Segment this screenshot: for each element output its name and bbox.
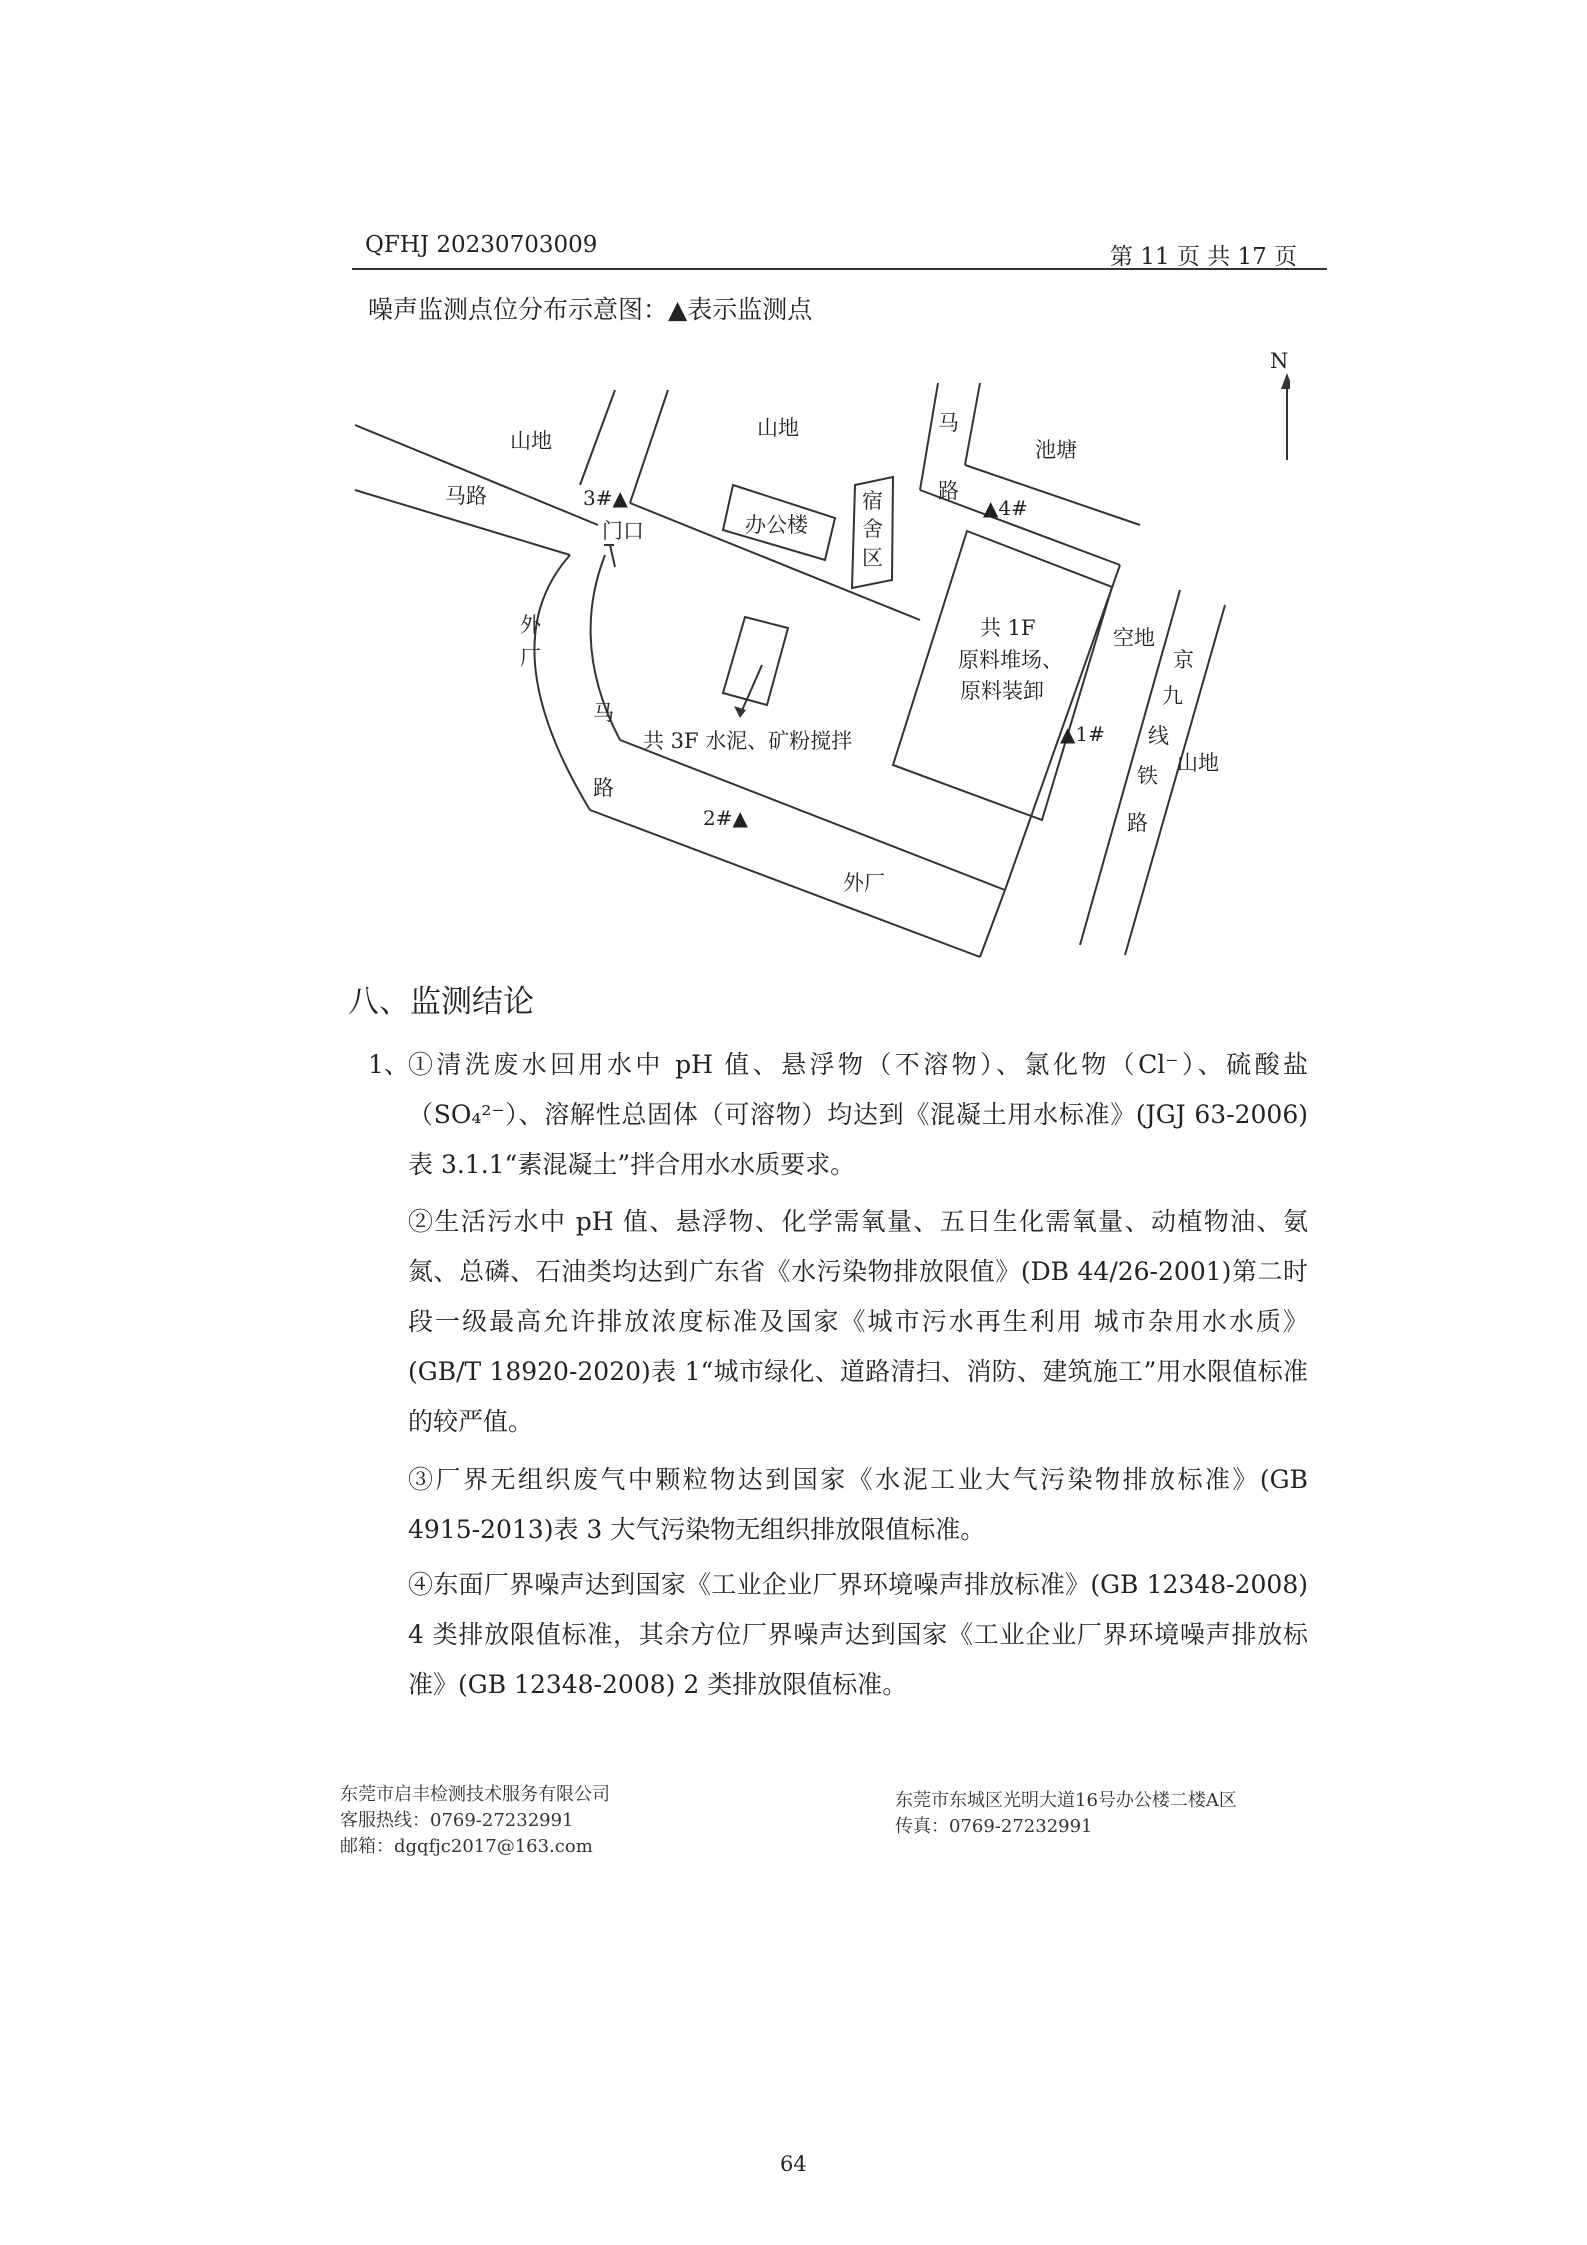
label-building-1: 共 1F [980,616,1036,640]
label-jing: 京 [1173,648,1194,672]
footer-email: 邮箱：dgqfjc2017@163.com [340,1836,593,1857]
road-edge-n-left [580,390,615,485]
plant-boundary-south [620,740,1005,890]
mixing-arrow [740,665,762,715]
footer-left [340,1782,610,1860]
road-edge-nw-upper [355,425,598,525]
footer-address: 东莞市东城区光明大道16号办公楼二楼A区 [895,1790,1237,1811]
noise-monitoring-map [340,345,1290,965]
label-gate: 门口 [602,519,644,543]
label-chitang: 池塘 [1035,438,1077,462]
footer-fax: 传真：0769-27232991 [895,1816,1093,1837]
label-lu-w: 路 [593,776,614,800]
label-waichang-s: 外厂 [843,871,885,895]
north-label: N [1270,349,1289,373]
conclusion-paragraph-2: ②生活污水中 pH 值、悬浮物、化学需氧量、五日生化需氧量、动植物油、氨氮、总磷、石油类均达到广东省《水污染物排放限值》(DB 44/26-2001)第二时段一级最高允许排放浓度标准及国家《城市污水再生利用 城市杂用水水质》(GB/T 18920-2020)表 1“城市绿化、道路清扫、消防、建筑施工”用水限值标准的较严值。 [408,1207,1308,1436]
footer-hotline: 客服热线：0769-27232991 [340,1810,574,1831]
monitor-point-3: 3#▲ [583,486,628,510]
monitor-point-2: 2#▲ [703,806,748,830]
page-info: 第 11 页 共 17 页 [1110,244,1298,270]
figure-caption: 噪声监测点位分布示意图：▲表示监测点 [368,295,813,324]
label-shandi-n: 山地 [757,416,799,440]
label-jiu: 九 [1162,684,1183,708]
monitor-point-1: ▲1# [1060,722,1105,746]
label-mixing: 共 3F 水泥、矿粉搅拌 [643,729,853,753]
road-edge-south [590,810,980,957]
section-title: 八、监测结论 [348,984,534,1020]
label-ma-w: 马 [593,701,614,725]
label-malu-w: 马路 [445,484,487,508]
item-number: 1、 [368,1050,409,1079]
report-number: QFHJ 20230703009 [365,232,598,258]
label-shandi-e: 山地 [1177,751,1219,775]
conclusion-paragraph-3: ③厂界无组织废气中颗粒物达到国家《水泥工业大气污染物排放标准》(GB 4915-2013)表 3 大气污染物无组织排放限值标准。 [408,1465,1308,1544]
label-dorm-3: 区 [862,546,883,570]
label-lu-n: 路 [938,479,959,503]
label-kongdi: 空地 [1113,626,1155,650]
label-shandi-nw: 山地 [510,429,552,453]
label-dorm-1: 宿 [862,489,883,513]
road-edge-curve-outer [534,555,590,810]
label-office: 办公楼 [745,513,808,537]
footer-right [895,1788,1237,1840]
header-rule [352,268,1327,270]
label-lu-r: 路 [1127,811,1148,835]
label-tie: 铁 [1137,764,1158,788]
road-edge-n-right [630,390,668,503]
label-xian: 线 [1148,724,1169,748]
road-edge-ne-right [965,383,980,465]
footer-company: 东莞市启丰检测技术服务有限公司 [340,1784,610,1805]
page-number: 64 [780,2152,807,2176]
label-wai: 外 [520,613,541,637]
label-chang: 厂 [520,646,541,670]
conclusion-paragraph-1: ①清洗废水回用水中 pH 值、悬浮物（不溶物）、氯化物（Cl⁻）、硫酸盐（SO₄²⁻）、溶解性总固体（可溶物）均达到《混凝土用水标准》(JGJ 63-2006)表 3.1.1“素混凝土”拌合用水水质要求。 [408,1050,1308,1179]
raw-material-yard-outline [893,531,1112,820]
monitor-point-4: ▲4# [983,496,1028,520]
label-building-3: 原料装卸 [960,679,1044,703]
conclusion-paragraph-4: ④东面厂界噪声达到国家《工业企业厂界环境噪声排放标准》(GB 12348-2008) 4 类排放限值标准，其余方位厂界噪声达到国家《工业企业厂界环境噪声排放标准》(GB 12348-2008) 2 类排放限值标准。 [408,1570,1308,1699]
road-edge-ne-left [920,383,938,490]
gate-mark [610,545,615,567]
plant-boundary-se [980,890,1005,957]
north-arrow-head [1281,373,1290,389]
label-ma-n: 马 [938,411,959,435]
mixing-plant-outline [723,617,788,705]
label-building-2: 原料堆场、 [958,648,1063,672]
label-dorm-2: 舍 [862,517,883,541]
